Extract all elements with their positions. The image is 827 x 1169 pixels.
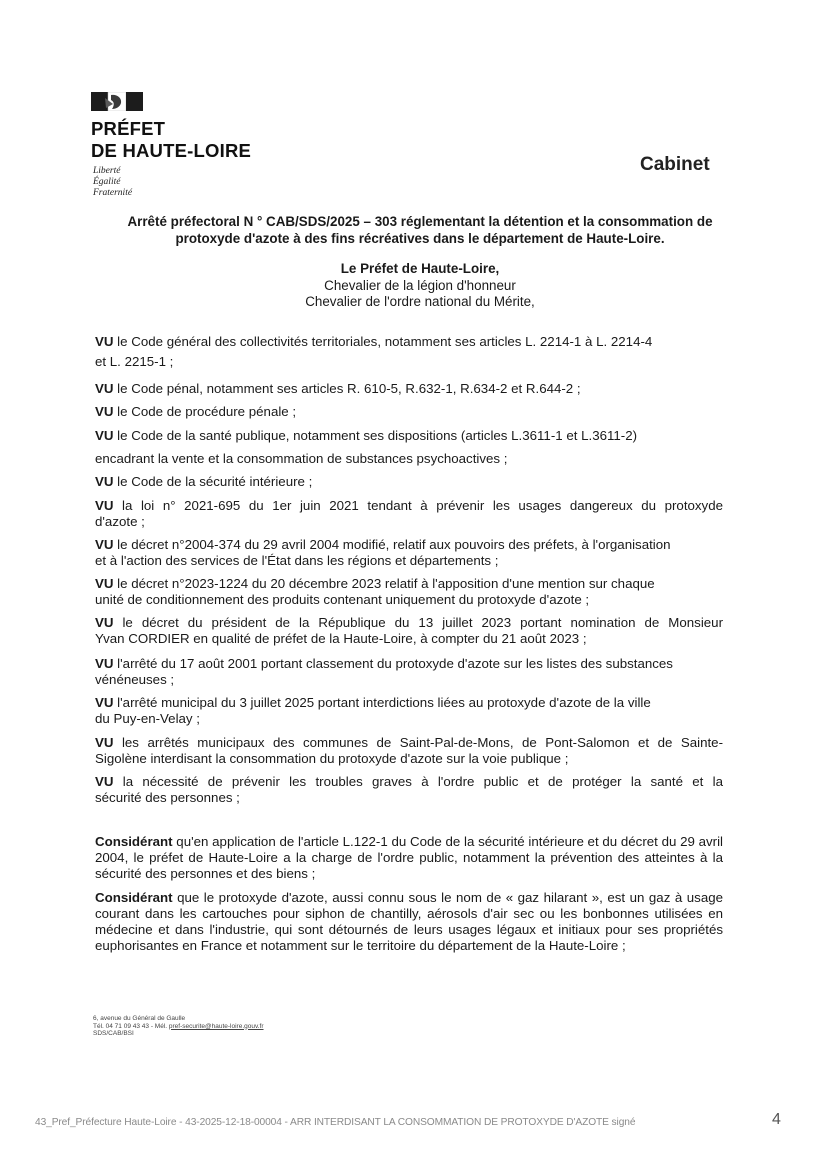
footer-email-link[interactable]: pref-securite@haute-loire.gouv.fr [168, 1022, 264, 1030]
motto-liberte: Liberté [93, 166, 121, 176]
visa-text-cont: unité de conditionnement des produits contenant uniquement du protoxyde d'azote ; [95, 592, 590, 607]
visa-9 [95, 615, 723, 647]
visa-keyword: VU [95, 537, 114, 552]
motto-fraternite: Fraternité [93, 188, 133, 198]
republic-motto [93, 166, 132, 199]
prefet-name: Le Préfet de Haute-Loire, [340, 261, 500, 276]
visa-11 [95, 695, 723, 727]
visa-keyword: VU [95, 735, 114, 750]
considerant-2 [95, 890, 723, 954]
visa-text: la loi n° 2021-695 du 1er juin 2021 tendant à prévenir les usages dangereux du protoxyde [113, 498, 723, 513]
considerant-1 [95, 834, 723, 882]
page-number: 4 [772, 1111, 781, 1128]
visa-text-cont: Yvan CORDIER en qualité de préfet de la Haute-Loire, à compter du 21 août 2023 ; [95, 631, 587, 646]
arrete-title [100, 213, 740, 247]
visa-text: le décret n°2023-1224 du 20 décembre 2023 relatif à l'apposition d'une mention sur chaque [113, 576, 655, 591]
motto-egalite: Égalité [93, 177, 121, 187]
considerant-text: que le protoxyde d'azote, aussi connu sous le nom de « gaz hilarant », est un gaz à usage courant dans les cartouches pour siphon de chantilly, aérosols d'air sec ou les bonbonnes utilisées en médecine et dans l'industrie, qui sont détournés de leurs usages légaux et initiaux pour ses propriétés euphorisantes en France et notamment sur le territoire du département de la Haute-Loire ; [95, 890, 723, 953]
visa-keyword: VU [95, 474, 114, 489]
footer-address-block [93, 1015, 264, 1038]
visa-13 [95, 774, 723, 806]
prefecture-name [91, 118, 251, 162]
visa-text: les arrêtés municipaux des communes de Saint-Pal-de-Mons, de Pont-Salomon et de Sainte- [113, 735, 723, 750]
visa-keyword: VU [95, 498, 114, 513]
visa-text: le Code de la sécurité intérieure ; [113, 474, 313, 489]
visa-text: la nécessité de prévenir les troubles graves à l'ordre public et de protéger la santé et la [113, 774, 723, 789]
prefet-title-1: Chevalier de la légion d'honneur [324, 277, 516, 293]
service-name: Cabinet [640, 154, 710, 175]
visa-text-cont: et L. 2215-1 ; [95, 354, 174, 369]
visa-text-cont: d'azote ; [95, 514, 145, 529]
prefet-signatory-block [200, 261, 640, 311]
visa-text: le Code pénal, notamment ses articles R. 610-5, R.632-1, R.634-2 et R.644-2 ; [113, 381, 581, 396]
visa-text-cont: et à l'action des services de l'État dans les régions et départements ; [95, 553, 499, 568]
marianne-logo-icon [91, 92, 143, 111]
arrete-title-line1: Arrêté préfectoral N ° CAB/SDS/2025 – 303 réglementant la détention et la consommation de [127, 214, 713, 229]
visa-6 [95, 498, 723, 530]
visa-text-cont: Sigolène interdisant la consommation du protoxyde d'azote sur la voie publique ; [95, 751, 569, 766]
visa-keyword: VU [95, 656, 114, 671]
prefecture-name-line2: DE HAUTE-LOIRE [91, 140, 252, 161]
visa-text: le Code général des collectivités territoriales, notamment ses articles L. 2214-1 à L. 2214-4 [113, 334, 653, 349]
visa-keyword: VU [95, 615, 114, 630]
visa-text: l'arrêté municipal du 3 juillet 2025 portant interdictions liées au protoxyde d'azote de la ville [113, 695, 651, 710]
visa-keyword: VU [95, 404, 114, 419]
visa-text-cont: encadrant la vente et la consommation de substances psychoactives ; [95, 451, 508, 466]
visa-text: l'arrêté du 17 août 2001 portant classement du protoxyde d'azote sur les listes des substances [113, 656, 673, 671]
visa-text: le Code de la santé publique, notamment ses dispositions (articles L.3611-1 et L.3611-2) [113, 428, 638, 443]
considerant-keyword: Considérant [95, 890, 173, 905]
visa-keyword: VU [95, 576, 114, 591]
footer-phone: Tél. 04 71 09 43 43 - Mél. [93, 1022, 169, 1030]
prefecture-name-line1: PRÉFET [91, 118, 166, 139]
visa-7 [95, 537, 723, 569]
considerant-text: qu'en application de l'article L.122-1 du Code de la sécurité intérieure et du décret du 29 avril 2004, le préfet de Haute-Loire a la charge de l'ordre public, notamment la prévention des atteintes à la sécurité des personnes et des biens ; [95, 834, 723, 881]
visa-5 [95, 474, 723, 490]
visa-1 [95, 334, 723, 370]
visa-keyword: VU [95, 381, 114, 396]
visa-12 [95, 735, 723, 767]
visa-text-cont: vénéneuses ; [95, 672, 175, 687]
visa-text-cont: du Puy-en-Velay ; [95, 711, 200, 726]
visa-keyword: VU [95, 428, 114, 443]
visa-text: le Code de procédure pénale ; [113, 404, 297, 419]
considerant-keyword: Considérant [95, 834, 173, 849]
visa-4 [95, 428, 723, 467]
visa-8 [95, 576, 723, 608]
arrete-title-line2: protoxyde d'azote à des fins récréatives dans le département de Haute-Loire. [175, 231, 665, 246]
visa-text: le décret du président de la République du 13 juillet 2023 portant nomination de Monsieur [113, 615, 723, 630]
footer-address: 6, avenue du Général de Gaulle [93, 1015, 186, 1022]
visa-3 [95, 404, 723, 420]
prefet-title-2: Chevalier de l'ordre national du Mérite, [305, 294, 535, 309]
visa-10 [95, 656, 723, 688]
visa-keyword: VU [95, 695, 114, 710]
visa-text: le décret n°2004-374 du 29 avril 2004 modifié, relatif aux pouvoirs des préfets, à l'organisation [113, 537, 671, 552]
visa-2 [95, 381, 723, 397]
footer-ref: SDS/CAB/BSI [93, 1030, 134, 1037]
document-reference-line: 43_Pref_Préfecture Haute-Loire - 43-2025-12-18-00004 - ARR INTERDISANT LA CONSOMMATION DE PROTOXYDE D'AZOTE signé [35, 1117, 636, 1128]
visa-keyword: VU [95, 334, 114, 349]
visa-keyword: VU [95, 774, 114, 789]
visa-text-cont: sécurité des personnes ; [95, 790, 240, 805]
